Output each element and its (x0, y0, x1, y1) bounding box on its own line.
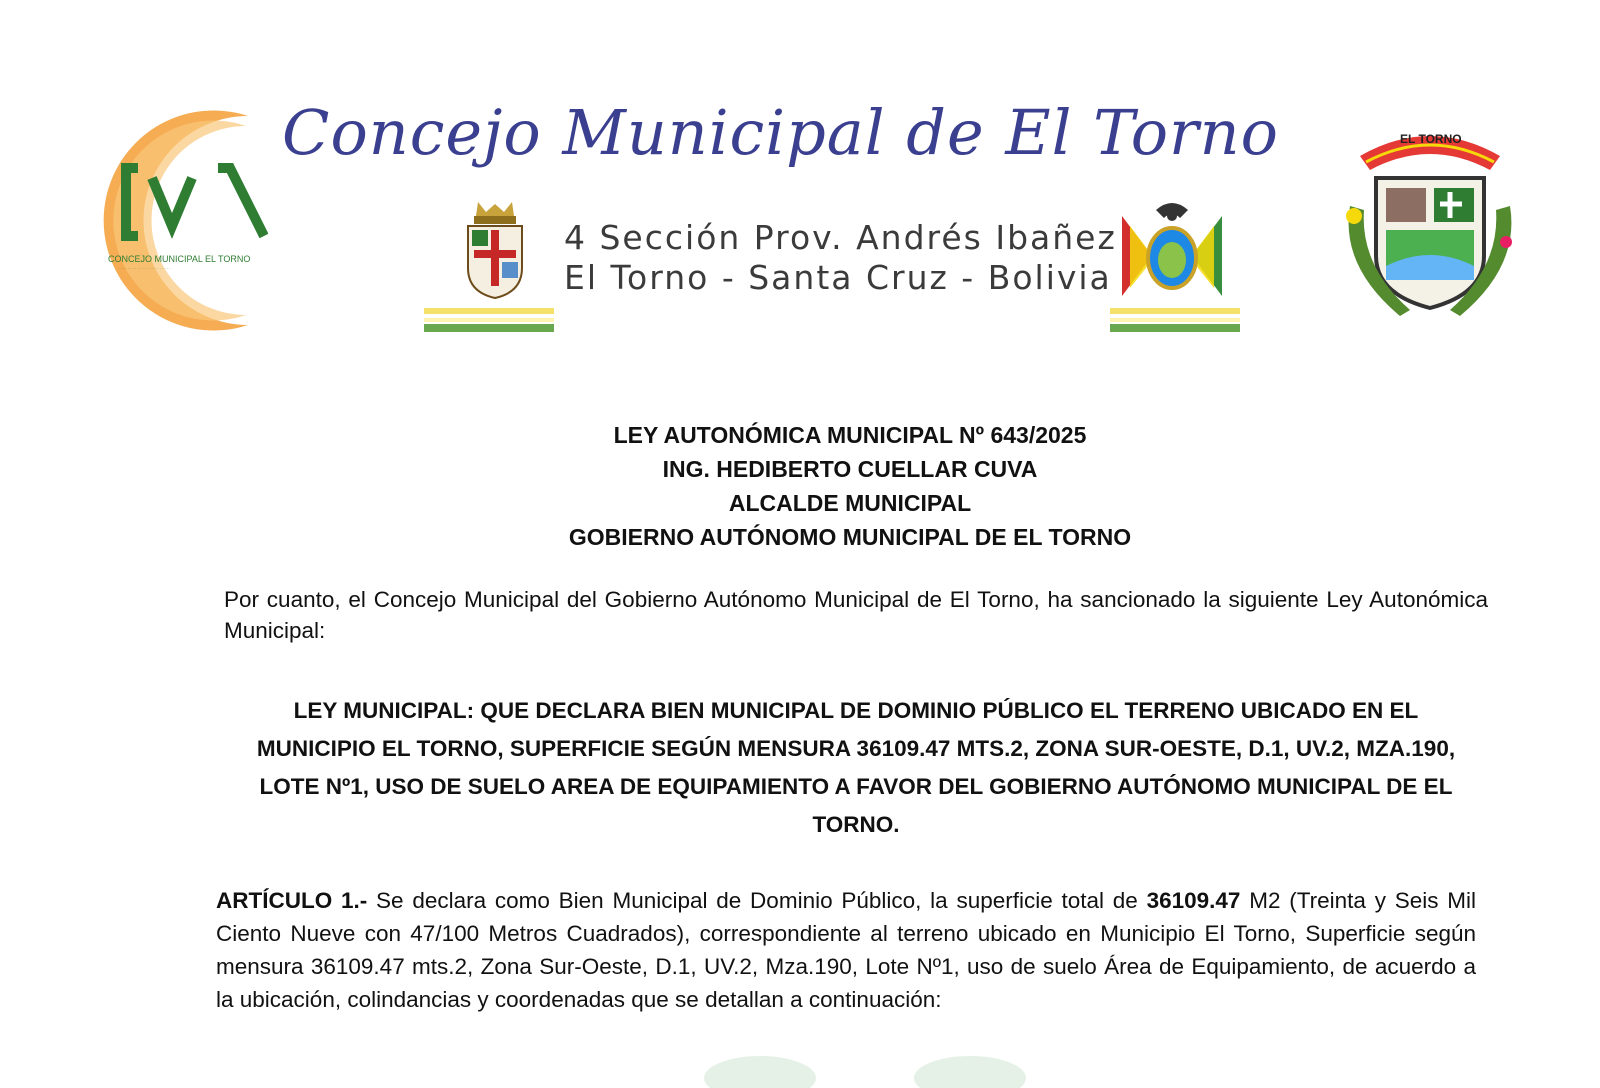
law-title: LEY MUNICIPAL: QUE DECLARA BIEN MUNICIPAL DE DOMINIO PÚBLICO EL TERRENO UBICADO EN EL MUNICIPIO EL TORNO, SUPERFICIE SEGÚN MENSURA 36109.47 MTS.2, ZONA SUR-OESTE, D.1, UV.2, MZA.190, LOTE Nº1, USO DE SUELO AREA DE EQUIPAMIENTO A FAVOR DEL GOBIERNO AUTÓNOMO MUNICIPAL DE EL TORNO. (256, 698, 1456, 837)
logo-caption: CONCEJO MUNICIPAL EL TORNO (108, 254, 251, 264)
law-heading (400, 418, 1300, 554)
municipal-shield-icon (460, 200, 530, 300)
article-1 (216, 884, 1476, 1016)
letterhead-title: Concejo Municipal de El Torno (282, 96, 1279, 169)
heading-law-number: LEY AUTONÓMICA MUNICIPAL Nº 643/2025 (613, 422, 1087, 448)
bolivia-coat-of-arms-icon (1112, 196, 1232, 306)
el-torno-crest-icon (1340, 126, 1520, 331)
heading-mayor-title: ALCALDE MUNICIPAL (728, 490, 972, 516)
intro-paragraph: Por cuanto, el Concejo Municipal del Gobierno Autónomo Municipal de El Torno, ha sancionado la siguiente Ley Autonómica Municipal: (224, 587, 1488, 643)
crest-banner-label: EL TORNO (1400, 132, 1462, 146)
article-1-text-b: M2 (Treinta y Seis Mil Ciento Nueve con 47/100 Metros Cuadrados), correspondiente al terreno ubicado en Municipio El Torno, Superficie según mensura 36109.47 mts.2, Zona Sur-Oeste, D.1, UV.2, Mza.190, Lote Nº1, uso de suelo Área de Equipamiento, de acuerdo a la ubicación, colindancias y coordenadas que se detallan a continuación: (216, 888, 1476, 1012)
concejo-logo-icon (68, 108, 268, 333)
watermark-shapes (700, 1038, 1040, 1088)
letterhead-subtitle-line1: 4 Sección Prov. Andrés Ibañez (564, 218, 1117, 257)
heading-government: GOBIERNO AUTÓNOMO MUNICIPAL DE EL TORNO (568, 524, 1132, 550)
logo-subcaption: · · · · · · · · · · · · · · · · · · · · · · (118, 266, 171, 271)
heading-mayor-name: ING. HEDIBERTO CUELLAR CUVA (662, 456, 1038, 482)
article-1-label: ARTÍCULO 1.- (216, 888, 368, 913)
flag-strip-left (424, 306, 554, 334)
article-1-text-a: Se declara como Bien Municipal de Dominio Público, la superficie total de (367, 888, 1147, 913)
letterhead-subtitle-line2: El Torno - Santa Cruz - Bolivia (564, 258, 1112, 297)
article-1-area: 36109.47 (1146, 888, 1241, 913)
flag-strip-right (1110, 306, 1240, 334)
